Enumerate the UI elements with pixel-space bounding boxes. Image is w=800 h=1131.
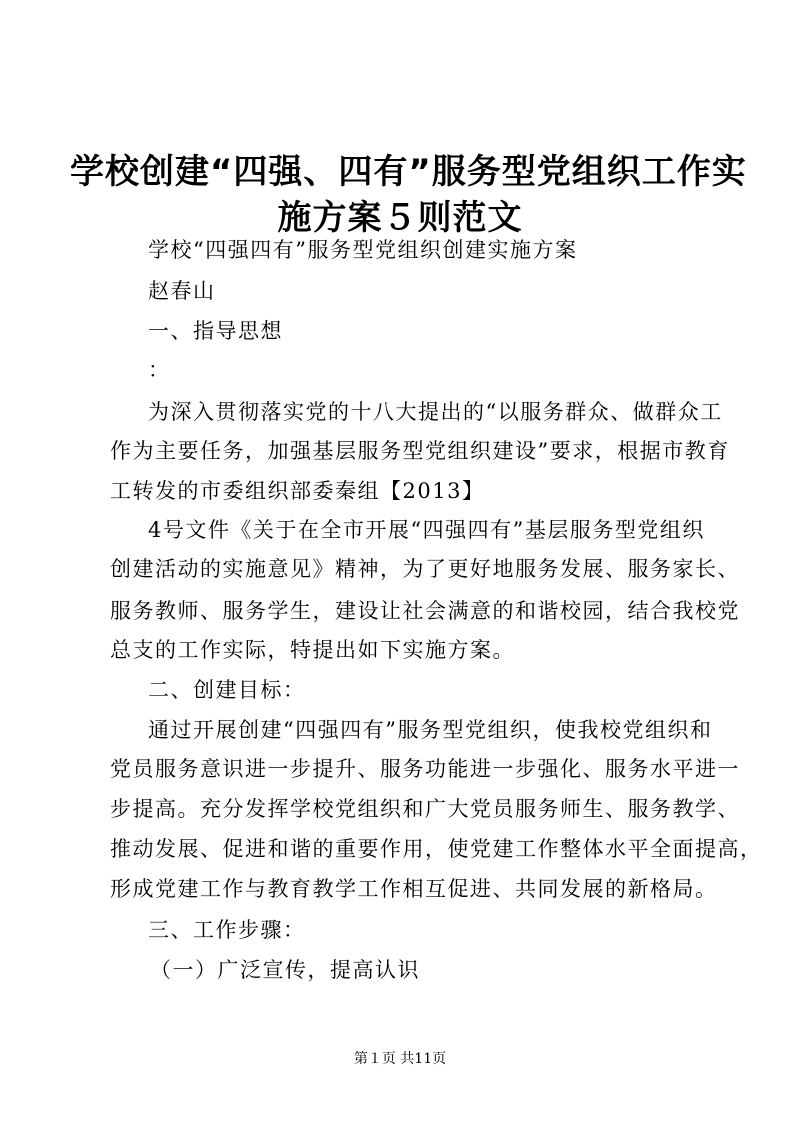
colon-line: ： (148, 358, 171, 382)
paragraph-3-line-3: 步提高。充分发挥学校党组织和广大党员服务师生、服务教学、 (110, 797, 740, 821)
subsection-heading-1: （一）广泛宣传，提高认识 (150, 958, 420, 982)
paragraph-2-line-3: 服务教师、服务学生，建设让社会满意的和谐校园，结合我校党 (110, 599, 740, 623)
document-title-line-1: 学校创建“四强、四有”服务型党组织工作实 (70, 152, 747, 192)
section-heading-3: 三、工作步骤： (148, 918, 306, 942)
paragraph-1-line-2: 作为主要任务，加强基层服务型党组织建设”要求，根据市教育 (110, 439, 730, 463)
paragraph-2-line-2: 创建活动的实施意见》精神，为了更好地服务发展、服务家长、 (110, 557, 740, 581)
section-heading-2: 二、创建目标： (148, 678, 306, 702)
paragraph-2-line-4: 总支的工作实际，特提出如下实施方案。 (110, 638, 515, 662)
paragraph-3-line-5: 形成党建工作与教育教学工作相互促进、共同发展的新格局。 (110, 877, 718, 901)
page-footer: 第１页 共11页 (353, 1051, 447, 1067)
section-heading-1: 一、指导思想 (148, 319, 283, 343)
paragraph-1-line-1: 为深入贯彻落实党的十八大提出的“以服务群众、做群众工 (148, 400, 723, 424)
paragraph-3-line-4: 推动发展、促进和谐的重要作用，使党建工作整体水平全面提高， (110, 837, 763, 861)
document-subtitle: 学校“四强四有”服务型党组织创建实施方案 (148, 238, 578, 262)
paragraph-2-line-1: 4号文件《关于在全市开展“四强四有”基层服务型党组织 (148, 518, 705, 542)
document-title-line-2: 施方案５则范文 (277, 198, 523, 238)
paragraph-1-line-3: 工转发的市委组织部委秦组【2013】 (110, 479, 485, 503)
paragraph-3-line-2: 党员服务意识进一步提升、服务功能进一步强化、服务水平进一 (110, 757, 740, 781)
author-name: 赵春山 (148, 279, 216, 303)
paragraph-3-line-1: 通过开展创建“四强四有”服务型党组织，使我校党组织和 (148, 718, 713, 742)
